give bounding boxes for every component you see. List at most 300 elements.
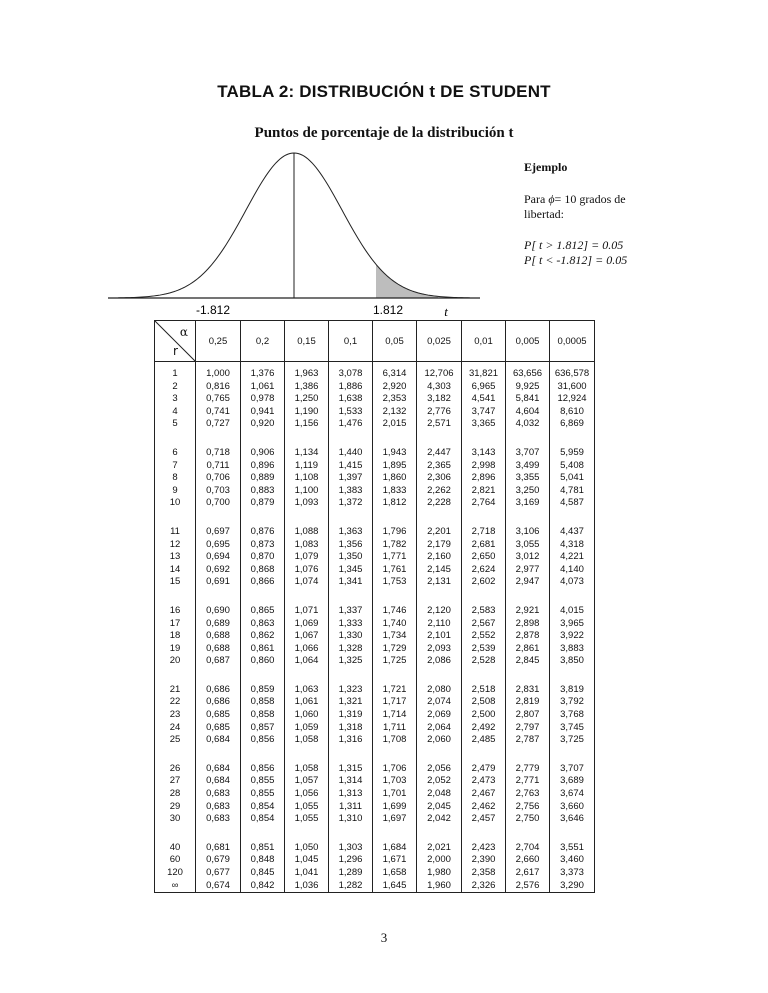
value-cell: 2,074: [417, 696, 462, 709]
value-cell: 2,977: [506, 564, 550, 577]
value-cell: 1,318: [329, 722, 373, 735]
table-row: [155, 826, 595, 855]
value-cell: 1,697: [373, 813, 417, 826]
value-cell: 0,861: [241, 643, 285, 656]
value-cell: 2,552: [462, 630, 506, 643]
value-cell: 0,920: [241, 418, 285, 431]
value-cell: 2,485: [462, 734, 506, 747]
table-header-row: [155, 321, 595, 362]
value-cell: 12,706: [417, 362, 462, 381]
value-cell: 0,866: [241, 576, 285, 589]
table-row: [155, 775, 595, 788]
value-cell: 1,415: [329, 460, 373, 473]
value-cell: 2,779: [506, 747, 550, 776]
table-row: [155, 406, 595, 419]
value-cell: 2,000: [417, 854, 462, 867]
value-cell: 3,551: [550, 826, 595, 855]
value-cell: 1,350: [329, 551, 373, 564]
value-cell: 3,922: [550, 630, 595, 643]
value-cell: 1,325: [329, 655, 373, 668]
value-cell: 2,048: [417, 788, 462, 801]
value-cell: 0,842: [241, 880, 285, 893]
degrees-of-freedom-cell: 2: [172, 380, 178, 392]
value-cell: 6,314: [373, 362, 417, 381]
value-cell: 1,315: [329, 747, 373, 776]
value-cell: 2,042: [417, 813, 462, 826]
value-cell: 0,863: [241, 618, 285, 631]
alpha-header: 0,2: [241, 321, 285, 362]
value-cell: 2,056: [417, 747, 462, 776]
value-cell: 3,012: [506, 551, 550, 564]
table-row: [155, 576, 595, 589]
value-cell: 4,303: [417, 381, 462, 394]
value-cell: 3,106: [506, 510, 550, 539]
value-cell: 1,303: [329, 826, 373, 855]
value-cell: 2,060: [417, 734, 462, 747]
value-cell: 3,143: [462, 431, 506, 460]
value-cell: 2,080: [417, 668, 462, 697]
value-cell: 2,120: [417, 589, 462, 618]
value-cell: 2,423: [462, 826, 506, 855]
value-cell: 3,707: [506, 431, 550, 460]
value-cell: 0,683: [196, 788, 241, 801]
value-cell: 1,372: [329, 497, 373, 510]
value-cell: 1,058: [285, 747, 329, 776]
value-cell: 1,321: [329, 696, 373, 709]
table-row: [155, 564, 595, 577]
value-cell: 2,052: [417, 775, 462, 788]
table-row: [155, 431, 595, 460]
table-row: [155, 813, 595, 826]
value-cell: 0,889: [241, 472, 285, 485]
value-cell: 31,600: [550, 381, 595, 394]
degrees-of-freedom-cell: 22: [169, 696, 181, 708]
value-cell: 2,624: [462, 564, 506, 577]
value-cell: 0,879: [241, 497, 285, 510]
value-cell: 1,721: [373, 668, 417, 697]
value-cell: 1,960: [417, 880, 462, 893]
value-cell: 1,345: [329, 564, 373, 577]
value-cell: 1,323: [329, 668, 373, 697]
table-row: [155, 655, 595, 668]
value-cell: 9,925: [506, 381, 550, 394]
value-cell: 4,140: [550, 564, 595, 577]
value-cell: 0,855: [241, 775, 285, 788]
corner-header-cell: [155, 321, 196, 362]
value-cell: 2,776: [417, 406, 462, 419]
value-cell: 0,854: [241, 801, 285, 814]
degrees-of-freedom-cell: 13: [169, 551, 181, 563]
value-cell: 0,873: [241, 539, 285, 552]
value-cell: 4,604: [506, 406, 550, 419]
value-cell: 1,000: [196, 362, 241, 381]
example-text: Para ϕ= 10 grados de libertad:: [524, 192, 626, 221]
value-cell: 1,063: [285, 668, 329, 697]
value-cell: 2,539: [462, 643, 506, 656]
value-cell: 3,169: [506, 497, 550, 510]
value-cell: 1,088: [285, 510, 329, 539]
example-box: [524, 160, 654, 268]
value-cell: 2,500: [462, 709, 506, 722]
value-cell: 2,457: [462, 813, 506, 826]
example-prob-lower: P[ t < -1.812] = 0.05: [524, 253, 628, 267]
value-cell: 1,190: [285, 406, 329, 419]
value-cell: 0,848: [241, 854, 285, 867]
value-cell: 2,101: [417, 630, 462, 643]
value-cell: 2,110: [417, 618, 462, 631]
value-cell: 2,898: [506, 618, 550, 631]
value-cell: 1,093: [285, 497, 329, 510]
value-cell: 0,684: [196, 734, 241, 747]
value-cell: 5,959: [550, 431, 595, 460]
value-cell: 1,397: [329, 472, 373, 485]
value-cell: 1,041: [285, 867, 329, 880]
value-cell: 4,073: [550, 576, 595, 589]
value-cell: 0,674: [196, 880, 241, 893]
value-cell: 4,015: [550, 589, 595, 618]
table-row: [155, 485, 595, 498]
value-cell: 12,924: [550, 393, 595, 406]
value-cell: 1,100: [285, 485, 329, 498]
alpha-header: 0,0005: [550, 321, 595, 362]
value-cell: 2,660: [506, 854, 550, 867]
degrees-of-freedom-cell: 20: [169, 655, 181, 667]
value-cell: 1,812: [373, 497, 417, 510]
value-cell: 1,069: [285, 618, 329, 631]
value-cell: 3,965: [550, 618, 595, 631]
value-cell: 1,316: [329, 734, 373, 747]
value-cell: 0,855: [241, 788, 285, 801]
value-cell: 1,079: [285, 551, 329, 564]
value-cell: 1,337: [329, 589, 373, 618]
value-cell: 1,860: [373, 472, 417, 485]
value-cell: 1,782: [373, 539, 417, 552]
value-cell: 0,706: [196, 472, 241, 485]
alpha-header: 0,15: [285, 321, 329, 362]
value-cell: 2,576: [506, 880, 550, 893]
value-cell: 3,182: [417, 393, 462, 406]
value-cell: 6,869: [550, 418, 595, 431]
value-cell: 1,386: [285, 381, 329, 394]
value-cell: 2,132: [373, 406, 417, 419]
value-cell: 0,858: [241, 696, 285, 709]
value-cell: 2,201: [417, 510, 462, 539]
value-cell: 0,883: [241, 485, 285, 498]
value-cell: 3,883: [550, 643, 595, 656]
value-cell: 0,695: [196, 539, 241, 552]
value-cell: 1,533: [329, 406, 373, 419]
value-cell: 2,145: [417, 564, 462, 577]
value-cell: 1,119: [285, 460, 329, 473]
degrees-of-freedom-cell: ∞: [171, 879, 179, 891]
value-cell: 4,437: [550, 510, 595, 539]
value-cell: 1,313: [329, 788, 373, 801]
table-row: [155, 643, 595, 656]
value-cell: 1,296: [329, 854, 373, 867]
alpha-header: 0,01: [462, 321, 506, 362]
table-row: [155, 709, 595, 722]
value-cell: 1,717: [373, 696, 417, 709]
value-cell: 1,282: [329, 880, 373, 893]
value-cell: 2,353: [373, 393, 417, 406]
value-cell: 1,684: [373, 826, 417, 855]
degrees-of-freedom-cell: 21: [169, 683, 181, 695]
degrees-of-freedom-cell: 15: [169, 576, 181, 588]
value-cell: 4,541: [462, 393, 506, 406]
value-cell: 0,854: [241, 813, 285, 826]
value-cell: 0,858: [241, 709, 285, 722]
value-cell: 0,741: [196, 406, 241, 419]
value-cell: 1,108: [285, 472, 329, 485]
value-cell: 2,921: [506, 589, 550, 618]
value-cell: 2,617: [506, 867, 550, 880]
degrees-of-freedom-cell: 18: [169, 630, 181, 642]
value-cell: 0,691: [196, 576, 241, 589]
degrees-of-freedom-cell: 60: [169, 854, 181, 866]
value-cell: 2,447: [417, 431, 462, 460]
value-cell: 3,355: [506, 472, 550, 485]
value-cell: 5,408: [550, 460, 595, 473]
value-cell: 0,711: [196, 460, 241, 473]
value-cell: 63,656: [506, 362, 550, 381]
value-cell: 8,610: [550, 406, 595, 419]
degrees-of-freedom-cell: 27: [169, 775, 181, 787]
degrees-of-freedom-cell: 29: [169, 800, 181, 812]
value-cell: 1,699: [373, 801, 417, 814]
value-cell: 0,703: [196, 485, 241, 498]
value-cell: 3,373: [550, 867, 595, 880]
value-cell: 2,821: [462, 485, 506, 498]
value-cell: 0,684: [196, 747, 241, 776]
value-cell: 2,797: [506, 722, 550, 735]
value-cell: 3,819: [550, 668, 595, 697]
value-cell: 2,571: [417, 418, 462, 431]
value-cell: 0,694: [196, 551, 241, 564]
value-cell: 1,050: [285, 826, 329, 855]
value-cell: 2,015: [373, 418, 417, 431]
value-cell: 1,074: [285, 576, 329, 589]
value-cell: 2,462: [462, 801, 506, 814]
table-row: [155, 539, 595, 552]
value-cell: 2,920: [373, 381, 417, 394]
value-cell: 1,886: [329, 381, 373, 394]
value-cell: 3,290: [550, 880, 595, 893]
value-cell: 1,156: [285, 418, 329, 431]
degrees-of-freedom-cell: 1: [172, 368, 178, 379]
value-cell: 1,067: [285, 630, 329, 643]
value-cell: 0,685: [196, 722, 241, 735]
table-row: [155, 589, 595, 618]
value-cell: 3,689: [550, 775, 595, 788]
degrees-of-freedom-cell: 11: [170, 525, 180, 537]
value-cell: 1,057: [285, 775, 329, 788]
value-cell: 5,841: [506, 393, 550, 406]
value-cell: 0,978: [241, 393, 285, 406]
value-cell: 0,860: [241, 655, 285, 668]
degrees-of-freedom-cell: 40: [169, 841, 181, 853]
degrees-of-freedom-cell: 3: [172, 393, 178, 405]
value-cell: 2,650: [462, 551, 506, 564]
value-cell: 3,745: [550, 722, 595, 735]
value-cell: 2,358: [462, 867, 506, 880]
value-cell: 1,725: [373, 655, 417, 668]
value-cell: 0,700: [196, 497, 241, 510]
value-cell: 3,850: [550, 655, 595, 668]
value-cell: 0,876: [241, 510, 285, 539]
degrees-of-freedom-cell: 24: [169, 721, 181, 733]
table-row: [155, 696, 595, 709]
degrees-of-freedom-cell: 4: [172, 405, 178, 417]
value-cell: 3,055: [506, 539, 550, 552]
value-cell: 1,314: [329, 775, 373, 788]
value-cell: 1,943: [373, 431, 417, 460]
degrees-of-freedom-cell: 9: [172, 484, 178, 496]
value-cell: 2,390: [462, 854, 506, 867]
value-cell: 3,792: [550, 696, 595, 709]
value-cell: 1,061: [285, 696, 329, 709]
value-cell: 1,796: [373, 510, 417, 539]
table-row: [155, 747, 595, 776]
value-cell: 3,674: [550, 788, 595, 801]
value-cell: 2,021: [417, 826, 462, 855]
value-cell: 2,771: [506, 775, 550, 788]
value-cell: 1,729: [373, 643, 417, 656]
value-cell: 1,083: [285, 539, 329, 552]
r-label: r: [173, 344, 178, 358]
value-cell: 1,056: [285, 788, 329, 801]
value-cell: 2,528: [462, 655, 506, 668]
value-cell: 3,646: [550, 813, 595, 826]
value-cell: 1,076: [285, 564, 329, 577]
value-cell: 1,060: [285, 709, 329, 722]
value-cell: 2,479: [462, 747, 506, 776]
value-cell: 1,734: [373, 630, 417, 643]
value-cell: 0,865: [241, 589, 285, 618]
value-cell: 1,711: [373, 722, 417, 735]
value-cell: 0,862: [241, 630, 285, 643]
value-cell: 0,681: [196, 826, 241, 855]
value-cell: 1,963: [285, 362, 329, 381]
value-cell: 0,692: [196, 564, 241, 577]
value-cell: 2,086: [417, 655, 462, 668]
value-cell: 2,896: [462, 472, 506, 485]
degrees-of-freedom-cell: 120: [167, 867, 183, 878]
value-cell: 0,856: [241, 734, 285, 747]
alpha-header: 0,25: [196, 321, 241, 362]
table-row: [155, 880, 595, 893]
value-cell: 1,333: [329, 618, 373, 631]
value-cell: 4,587: [550, 497, 595, 510]
value-cell: 1,055: [285, 813, 329, 826]
value-cell: 0,718: [196, 431, 241, 460]
value-cell: 31,821: [462, 362, 506, 381]
value-cell: 2,131: [417, 576, 462, 589]
value-cell: 0,683: [196, 801, 241, 814]
phi-symbol: ϕ: [548, 192, 555, 206]
degrees-of-freedom-cell: 8: [172, 472, 178, 484]
value-cell: 0,896: [241, 460, 285, 473]
value-cell: 1,341: [329, 576, 373, 589]
value-cell: 2,750: [506, 813, 550, 826]
value-cell: 1,746: [373, 589, 417, 618]
value-cell: 1,376: [241, 362, 285, 381]
table-row: [155, 510, 595, 539]
t-axis-label: t: [444, 304, 448, 319]
page-number: 3: [380, 930, 388, 945]
value-cell: 1,771: [373, 551, 417, 564]
value-cell: 0,856: [241, 747, 285, 776]
value-cell: 1,356: [329, 539, 373, 552]
degrees-of-freedom-cell: 19: [169, 642, 181, 654]
value-cell: 2,179: [417, 539, 462, 552]
degrees-of-freedom-cell: 5: [172, 418, 178, 430]
value-cell: 0,857: [241, 722, 285, 735]
value-cell: 2,518: [462, 668, 506, 697]
table-row: [155, 362, 595, 381]
value-cell: 1,638: [329, 393, 373, 406]
right-critical-label: 1.812: [372, 303, 404, 317]
value-cell: 1,440: [329, 431, 373, 460]
value-cell: 2,508: [462, 696, 506, 709]
value-cell: 0,686: [196, 668, 241, 697]
value-cell: 0,690: [196, 589, 241, 618]
value-cell: 1,330: [329, 630, 373, 643]
value-cell: 0,684: [196, 775, 241, 788]
value-cell: 1,328: [329, 643, 373, 656]
value-cell: 3,747: [462, 406, 506, 419]
value-cell: 2,583: [462, 589, 506, 618]
value-cell: 1,055: [285, 801, 329, 814]
page-title: TABLA 2: DISTRIBUCIÓN t DE STUDENT: [217, 82, 551, 101]
table-body: [155, 362, 595, 893]
value-cell: 4,032: [506, 418, 550, 431]
table-row: [155, 460, 595, 473]
value-cell: 2,365: [417, 460, 462, 473]
value-cell: 1,476: [329, 418, 373, 431]
value-cell: 0,851: [241, 826, 285, 855]
value-cell: 4,781: [550, 485, 595, 498]
example-heading: Ejemplo: [524, 160, 568, 174]
value-cell: 2,467: [462, 788, 506, 801]
value-cell: 3,460: [550, 854, 595, 867]
value-cell: 1,059: [285, 722, 329, 735]
value-cell: 2,567: [462, 618, 506, 631]
degrees-of-freedom-cell: 28: [169, 788, 181, 800]
value-cell: 1,310: [329, 813, 373, 826]
value-cell: 0,727: [196, 418, 241, 431]
table-row: [155, 418, 595, 431]
degrees-of-freedom-cell: 10: [169, 497, 181, 509]
value-cell: 1,058: [285, 734, 329, 747]
alpha-header: 0,05: [373, 321, 417, 362]
value-cell: 636,578: [550, 362, 595, 381]
value-cell: 2,787: [506, 734, 550, 747]
value-cell: 0,868: [241, 564, 285, 577]
degrees-of-freedom-cell: 6: [172, 446, 178, 458]
value-cell: 1,045: [285, 854, 329, 867]
value-cell: 1,895: [373, 460, 417, 473]
value-cell: 2,160: [417, 551, 462, 564]
value-cell: 2,756: [506, 801, 550, 814]
value-cell: 1,071: [285, 589, 329, 618]
value-cell: 1,980: [417, 867, 462, 880]
value-cell: 0,689: [196, 618, 241, 631]
table-row: [155, 551, 595, 564]
table-row: [155, 867, 595, 880]
value-cell: 1,701: [373, 788, 417, 801]
value-cell: 1,066: [285, 643, 329, 656]
value-cell: 1,714: [373, 709, 417, 722]
